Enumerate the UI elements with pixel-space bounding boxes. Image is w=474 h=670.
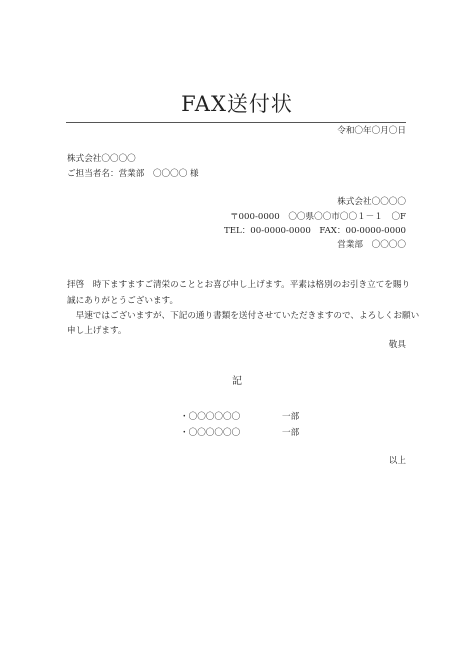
end-ijou: 以上 <box>388 456 406 466</box>
sender-department: 営業部 〇〇〇〇 <box>337 240 406 250</box>
item-quantity: 一部 <box>282 412 300 422</box>
item-name: ・〇〇〇〇〇〇 <box>180 428 241 438</box>
kigo-heading: 記 <box>232 376 242 387</box>
sender-address: 〒000-0000 〇〇県〇〇市〇〇１－１ 〇F <box>229 212 406 222</box>
recipient-contact: ご担当者名：営業部 〇〇〇〇 様 <box>67 169 199 179</box>
body-line-4: 申し上げます。 <box>67 326 127 336</box>
document-title: FAX送付状 <box>181 92 293 116</box>
item-name: ・〇〇〇〇〇〇 <box>180 412 241 422</box>
sender-company: 株式会社〇〇〇〇 <box>337 197 406 207</box>
enclosure-list <box>180 410 300 442</box>
title-underline <box>66 122 406 123</box>
body-line-2: 誠にありがとうございます。 <box>67 296 179 306</box>
body-line-1: 拝啓 時下ますますご清栄のこととお喜び申し上げます。平素は格別のお引き立てを賜り <box>67 280 411 290</box>
body-line-3: 早速ではございますが、下記の通り書類を送付させていただきますので、よろしくお願い <box>67 311 420 321</box>
sender-phone-fax: TEL：00-0000-0000 FAX：00-0000-0000 <box>224 226 406 236</box>
list-item <box>180 426 300 442</box>
list-item <box>180 410 300 426</box>
recipient-company: 株式会社〇〇〇〇 <box>67 154 136 164</box>
closing-keigu: 敬具 <box>388 340 406 350</box>
document-date: 令和〇年〇月〇日 <box>337 126 406 136</box>
item-quantity: 一部 <box>282 428 300 438</box>
